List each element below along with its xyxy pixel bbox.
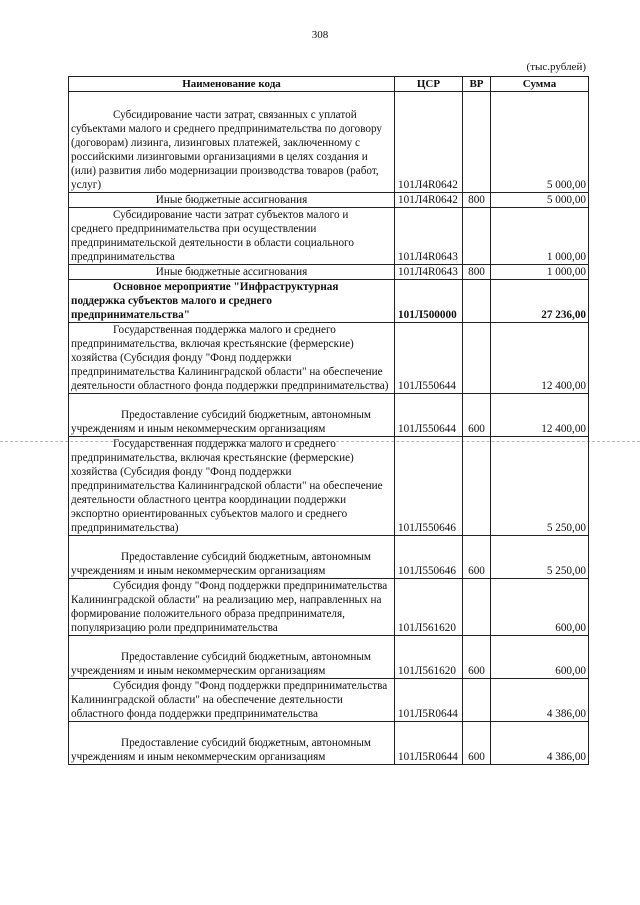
row-name xyxy=(69,323,395,394)
table-row xyxy=(69,679,589,722)
header-sum: Сумма xyxy=(491,77,589,92)
row-name xyxy=(69,394,395,437)
table-row xyxy=(69,636,589,679)
row-name-text: Государственная поддержка малого и среднего предпринимательства, включая крестьянские (фермерские) хозяйства (Субсидия фонду "Фонд поддержки предпринимательства Калининградской области" на обеспечение деятельности областного центра координации поддержки экспортно ориентированных субъектов малого и среднего предпринимательства) xyxy=(71,438,383,534)
row-vr xyxy=(463,437,491,536)
row-csr: 101Л4R0642 xyxy=(395,92,463,193)
row-vr: 800 xyxy=(463,265,491,280)
row-vr xyxy=(463,208,491,265)
header-csr: ЦСР xyxy=(395,77,463,92)
page-number: 308 xyxy=(311,29,329,41)
row-csr: 101Л500000 xyxy=(395,280,463,323)
row-csr: 101Л4R0643 xyxy=(395,208,463,265)
row-csr: 101Л561620 xyxy=(395,636,463,679)
row-sum: 1 000,00 xyxy=(491,265,589,280)
row-csr: 101Л550644 xyxy=(395,394,463,437)
row-name-text: Предоставление субсидий бюджетным, автономным учреждениям и иным некоммерческим организациям xyxy=(71,409,371,435)
table-row xyxy=(69,437,589,536)
table-row xyxy=(69,265,589,280)
row-sum: 12 400,00 xyxy=(491,323,589,394)
row-name-text: Основное мероприятие "Инфраструктурная поддержка субъектов малого и среднего предпринимательства" xyxy=(71,281,339,321)
row-name-text: Субсидия фонду "Фонд поддержки предпринимательства Калининградской области" на обеспечение деятельности областного фонда поддержки предпринимательства xyxy=(71,680,388,720)
table-row xyxy=(69,722,589,765)
row-vr: 600 xyxy=(463,394,491,437)
row-vr xyxy=(463,679,491,722)
table-row xyxy=(69,536,589,579)
row-name-text: Иные бюджетные ассигнования xyxy=(155,266,308,278)
table-row xyxy=(69,579,589,636)
row-vr xyxy=(463,92,491,193)
header-vr: ВР xyxy=(463,77,491,92)
row-name xyxy=(69,536,395,579)
row-name xyxy=(69,193,395,208)
row-sum: 4 386,00 xyxy=(491,679,589,722)
unit-label: (тыс.рублей) xyxy=(526,61,586,73)
table-row xyxy=(69,323,589,394)
row-name-text: Государственная поддержка малого и среднего предпринимательства, включая крестьянские (фермерские) хозяйства (Субсидия фонду "Фонд поддержки предпринимательства Калининградской области" на обеспечение деятельности областного фонда поддержки предпринимательства) xyxy=(71,324,389,392)
table-row xyxy=(69,193,589,208)
row-csr: 101Л5R0644 xyxy=(395,679,463,722)
row-sum: 5 000,00 xyxy=(491,193,589,208)
row-sum: 5 250,00 xyxy=(491,536,589,579)
row-name xyxy=(69,280,395,323)
row-sum: 600,00 xyxy=(491,636,589,679)
row-name-text: Субсидирование части затрат субъектов малого и среднего предпринимательства при осуществлении предпринимательской деятельности в области социального предпринимательства xyxy=(71,209,354,263)
row-name xyxy=(69,437,395,536)
row-name xyxy=(69,722,395,765)
row-csr: 101Л561620 xyxy=(395,579,463,636)
row-sum: 600,00 xyxy=(491,579,589,636)
row-vr: 600 xyxy=(463,636,491,679)
row-name xyxy=(69,636,395,679)
row-vr xyxy=(463,323,491,394)
row-name xyxy=(69,265,395,280)
row-name-text: Иные бюджетные ассигнования xyxy=(155,194,308,206)
row-name xyxy=(69,679,395,722)
row-sum: 12 400,00 xyxy=(491,394,589,437)
table-row xyxy=(69,394,589,437)
row-csr: 101Л4R0642 xyxy=(395,193,463,208)
row-sum: 5 250,00 xyxy=(491,437,589,536)
table-body xyxy=(69,92,589,765)
row-csr: 101Л5R0644 xyxy=(395,722,463,765)
table-row xyxy=(69,92,589,193)
row-csr: 101Л550644 xyxy=(395,323,463,394)
row-name xyxy=(69,92,395,193)
row-sum: 27 236,00 xyxy=(491,280,589,323)
table-header-row xyxy=(69,77,589,92)
budget-table xyxy=(68,76,589,765)
row-vr: 600 xyxy=(463,722,491,765)
row-name xyxy=(69,579,395,636)
row-vr: 600 xyxy=(463,536,491,579)
row-vr: 800 xyxy=(463,193,491,208)
row-sum: 5 000,00 xyxy=(491,92,589,193)
row-csr: 101Л550646 xyxy=(395,536,463,579)
table-row xyxy=(69,280,589,323)
row-name xyxy=(69,208,395,265)
table-row xyxy=(69,208,589,265)
row-name-text: Предоставление субсидий бюджетным, автономным учреждениям и иным некоммерческим организациям xyxy=(71,651,371,677)
row-name-text: Предоставление субсидий бюджетным, автономным учреждениям и иным некоммерческим организациям xyxy=(71,551,371,577)
row-vr xyxy=(463,280,491,323)
row-name-text: Предоставление субсидий бюджетным, автономным учреждениям и иным некоммерческим организациям xyxy=(71,737,371,763)
header-name: Наименование кода xyxy=(69,77,395,92)
row-sum: 1 000,00 xyxy=(491,208,589,265)
row-name-text: Субсидирование части затрат, связанных с уплатой субъектами малого и среднего предпринимательства по договору (договорам) лизинга, лизинговых платежей, заключенному с российскими лизинговыми организациями в целях создания и (или) развития либо модернизации производства товаров (работ, услуг) xyxy=(71,109,383,191)
row-vr xyxy=(463,579,491,636)
row-csr: 101Л4R0643 xyxy=(395,265,463,280)
row-name-text: Субсидия фонду "Фонд поддержки предпринимательства Калининградской области" на реализацию мер, направленных на формирование положительного образа предпринимателя, популяризацию роли предпринимательства xyxy=(71,580,388,634)
row-sum: 4 386,00 xyxy=(491,722,589,765)
row-csr: 101Л550646 xyxy=(395,437,463,536)
